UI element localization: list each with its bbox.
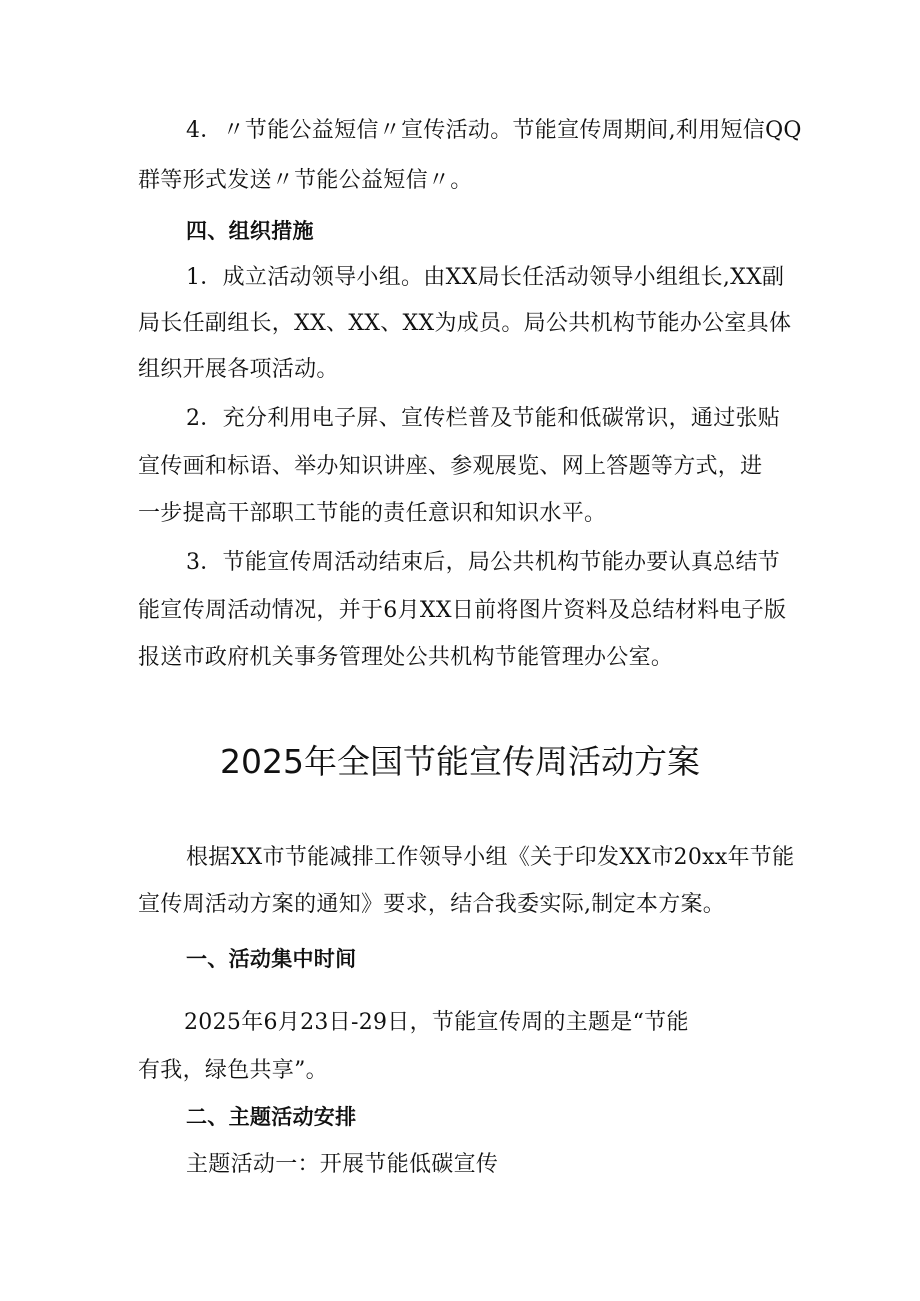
measure2-line3: 一步提高干部职工节能的责任意识和知识水平。 xyxy=(138,501,607,526)
intro-line1: 根据XX市节能减排工作领导小组《关于印发XX市20xx年节能 xyxy=(186,845,795,870)
measure1-line3: 组织开展各项活动。 xyxy=(138,357,339,382)
document-title: 2025年全国节能宣传周活动方案 xyxy=(220,742,700,781)
measure3-line2: 能宣传周活动情况，并于6月XX日前将图片资料及总结材料电子版 xyxy=(138,598,787,623)
measure2-line1: 2．充分利用电子屏、宣传栏普及节能和低碳常识，通过张贴 xyxy=(186,406,781,431)
item4-line1: 4．〃节能公益短信〃宣传活动。节能宣传周期间,利用短信QQ xyxy=(186,118,802,143)
item4-line2: 群等形式发送〃节能公益短信〃。 xyxy=(138,168,473,193)
measure2-line2: 宣传画和标语、举办知识讲座、参观展览、网上答题等方式，进 xyxy=(138,454,763,479)
section2-heading: 二、主题活动安排 xyxy=(186,1105,357,1129)
section1-body-line1: 2025年6月23日-29日，节能宣传周的主题是“节能 xyxy=(184,1010,689,1035)
activity1-line: 主题活动一：开展节能低碳宣传 xyxy=(186,1152,499,1177)
section1-heading: 一、活动集中时间 xyxy=(186,947,357,971)
measure1-line1: 1．成立活动领导小组。由XX局长任活动领导小组组长,XX副 xyxy=(186,265,785,290)
intro-line2: 宣传周活动方案的通知》要求，结合我委实际,制定本方案。 xyxy=(138,892,726,917)
measure1-line2: 局长任副组长，XX、XX、XX为成员。局公共机构节能办公室具体 xyxy=(138,311,792,336)
measure3-line3: 报送市政府机关事务管理处公共机构节能管理办公室。 xyxy=(138,645,674,670)
section4-heading: 四、组织措施 xyxy=(186,219,314,243)
section1-body-line2: 有我，绿色共享”。 xyxy=(138,1058,328,1083)
measure3-line1: 3．节能宣传周活动结束后，局公共机构节能办要认真总结节 xyxy=(186,550,781,575)
